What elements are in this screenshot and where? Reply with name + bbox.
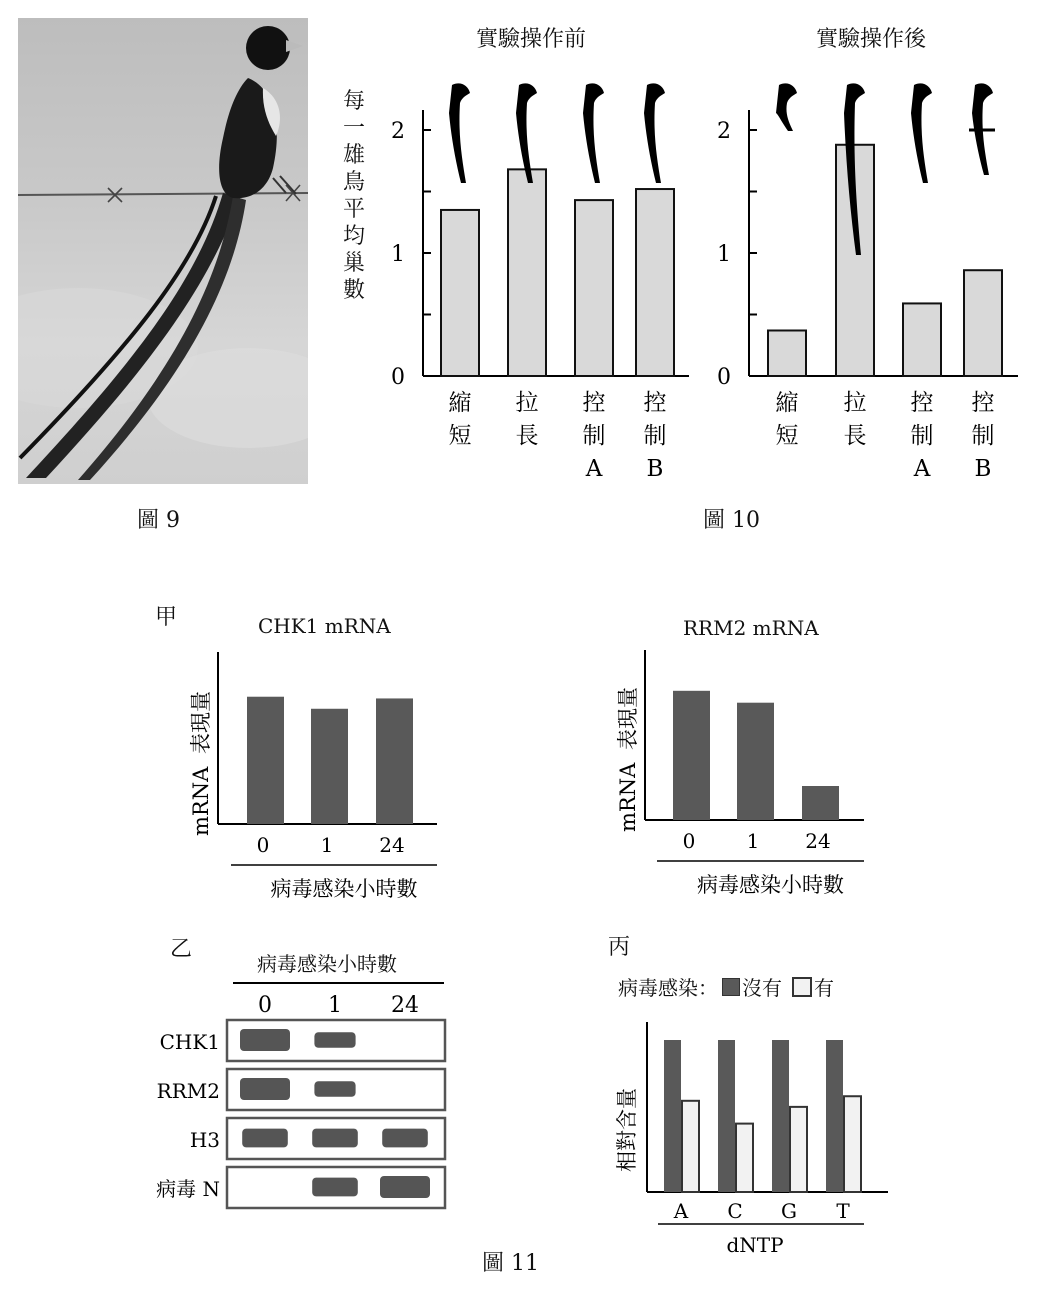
y-axis-label [189, 691, 213, 836]
blot-row-label: CHK1 [159, 1030, 220, 1054]
fig10-ylabel-char: 均 [342, 224, 365, 249]
bar [311, 709, 348, 824]
blot-band [240, 1078, 290, 1100]
x-category-label: 控 [582, 390, 606, 416]
legend-label-no: 沒有 [742, 976, 782, 1000]
x-category-label: 長 [515, 423, 539, 449]
bar-no-infection [664, 1040, 681, 1192]
yi-header: 病毒感染小時數 [257, 952, 397, 976]
legend-prefix: 病毒感染： [618, 976, 718, 1000]
fig10-ylabel-char: 平 [342, 197, 365, 222]
bar [737, 703, 774, 820]
bar-infection [844, 1096, 861, 1192]
fig10-ylabel-char: 每 [342, 89, 365, 114]
x-axis-label: 病毒感染小時數 [697, 873, 844, 897]
blot-band [312, 1129, 358, 1148]
bar-no-infection [826, 1040, 843, 1192]
x-category-label: 控 [971, 390, 995, 416]
x-category-label: 長 [843, 423, 867, 449]
y-axis-label-b: 表現量 [189, 691, 213, 754]
blot-band [242, 1129, 288, 1148]
x-category-label: 制 [971, 423, 995, 449]
y-axis-label-a: mRNA [616, 762, 640, 832]
x-category-label: 短 [448, 423, 472, 449]
x-category-label: 控 [910, 390, 934, 416]
x-category-label: 縮 [775, 390, 799, 416]
fig9-caption: 圖 9 [137, 508, 180, 533]
x-tick-label: 1 [746, 829, 760, 853]
bar-no-infection [772, 1040, 789, 1192]
fig10-ylabel-char: 巢 [342, 251, 365, 276]
bar [673, 691, 710, 820]
x-category-label: 短 [775, 423, 799, 449]
blot-band [314, 1032, 355, 1048]
blot-band [380, 1176, 430, 1198]
bar [247, 697, 284, 824]
x-tick-label: 24 [379, 833, 405, 857]
bar [802, 786, 839, 820]
y-axis-label-a: mRNA [189, 766, 213, 836]
x-category-label: 拉 [843, 390, 867, 416]
blot-row-label: 病毒 N [156, 1177, 220, 1201]
y-tick-label: 2 [391, 119, 405, 144]
legend-swatch-no [722, 978, 740, 996]
blot-col-label: 0 [258, 993, 272, 1018]
x-tick-label: 0 [682, 829, 696, 853]
bar-infection [682, 1101, 699, 1192]
blot-row-label: H3 [189, 1128, 220, 1152]
x-category-label: B [646, 456, 664, 482]
x-tick-label: G [781, 1199, 797, 1223]
jia-tag: 甲 [155, 605, 178, 630]
bing-tag: 丙 [608, 935, 631, 960]
bar-infection [736, 1124, 753, 1192]
fig10-ylabel-char: 一 [342, 116, 365, 141]
fig11-caption: 圖 11 [482, 1251, 539, 1276]
fig10-after-title: 實驗操作後 [816, 27, 927, 52]
x-category-label: 拉 [515, 390, 539, 416]
x-category-label: A [913, 456, 931, 482]
blot-band [314, 1081, 355, 1097]
x-category-label: B [974, 456, 992, 482]
x-tick-label: T [836, 1199, 850, 1223]
x-category-label: A [585, 456, 603, 482]
x-category-label: 縮 [448, 390, 472, 416]
x-tick-label: 24 [805, 829, 831, 853]
blot-row-label: RRM2 [156, 1079, 220, 1103]
blot-band [240, 1029, 290, 1051]
bar [376, 698, 413, 824]
fig10-ylabel-char: 雄 [342, 143, 365, 168]
y-tick-label: 1 [391, 242, 405, 267]
blot-col-label: 24 [391, 993, 419, 1018]
fig10-before-title: 實驗操作前 [476, 27, 587, 52]
fig10-ylabel-char: 鳥 [342, 170, 365, 195]
y-axis-label-text: 相對含量 [615, 1088, 639, 1172]
blot-band [312, 1178, 358, 1197]
legend-swatch-yes [792, 977, 812, 997]
chk1-chart-title: CHK1 mRNA [258, 614, 391, 638]
bing-legend [618, 972, 834, 1001]
x-tick-label: A [673, 1199, 689, 1223]
x-category-label: 控 [643, 390, 667, 416]
y-tick-label: 0 [391, 365, 405, 390]
yi-tag: 乙 [170, 937, 193, 962]
y-axis-label-b: 表現量 [616, 687, 640, 750]
y-axis-label [615, 1088, 639, 1172]
x-tick-label: 0 [256, 833, 270, 857]
legend-label-yes: 有 [814, 976, 834, 1000]
x-axis-label: 病毒感染小時數 [270, 877, 418, 901]
y-tick-label: 0 [717, 365, 731, 390]
bar-no-infection [718, 1040, 735, 1192]
y-tick-label: 1 [717, 242, 731, 267]
x-tick-label: C [727, 1199, 743, 1223]
x-category-label: 制 [910, 423, 934, 449]
x-axis-label: dNTP [726, 1233, 784, 1257]
x-tick-label: 1 [320, 833, 334, 857]
x-category-label: 制 [582, 423, 606, 449]
fig10-ylabel-char: 數 [342, 278, 365, 303]
bar-infection [790, 1107, 807, 1192]
rrm2-chart-title: RRM2 mRNA [683, 616, 819, 640]
y-axis-label [616, 687, 640, 832]
y-tick-label: 2 [717, 119, 731, 144]
blot-col-label: 1 [328, 993, 342, 1018]
x-category-label: 制 [643, 423, 667, 449]
fig10-caption: 圖 10 [703, 508, 760, 533]
blot-band [382, 1129, 428, 1148]
